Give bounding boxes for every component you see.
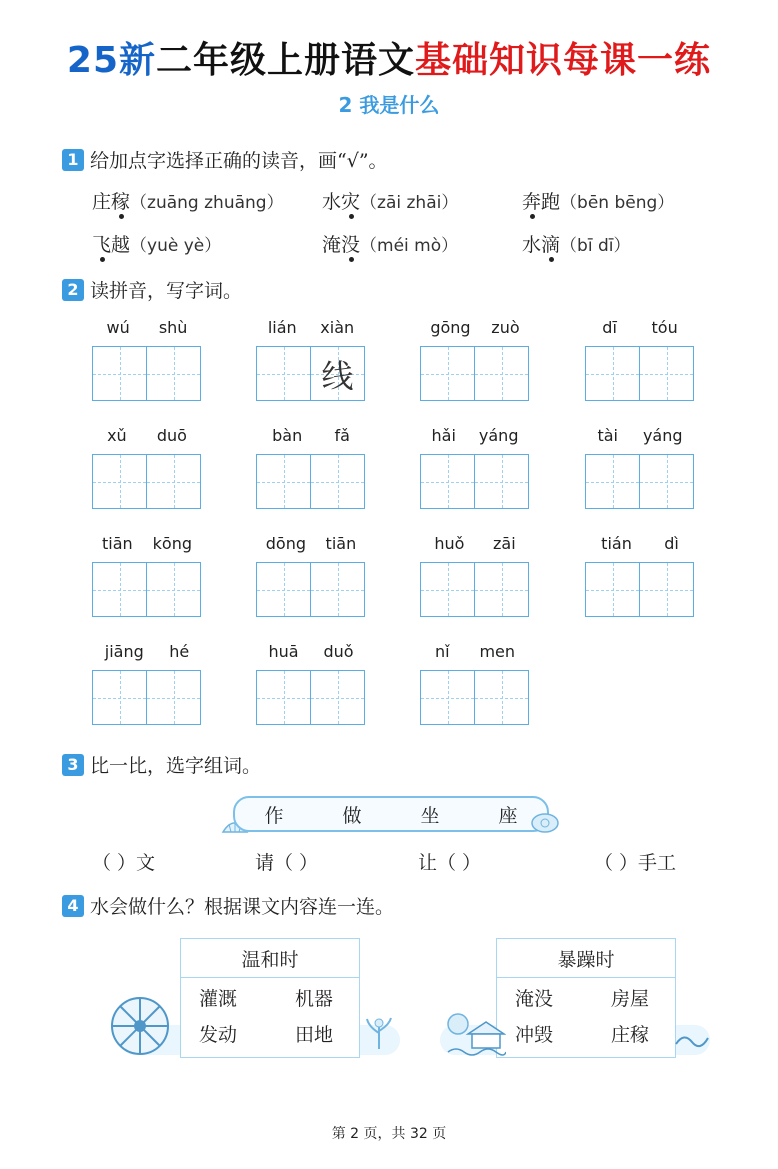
written-char: 线 — [321, 356, 354, 395]
tianzige-box[interactable] — [475, 454, 529, 509]
word-cell — [585, 534, 695, 617]
tianzige-box[interactable] — [475, 670, 529, 725]
word-cell — [92, 318, 202, 401]
question-number: 4 — [62, 895, 84, 917]
pinyin-choice-item[interactable] — [522, 187, 674, 214]
question-number: 1 — [62, 149, 84, 171]
written-char — [257, 455, 310, 508]
tianzige-box[interactable] — [475, 562, 529, 617]
pinyin-syllable: xǔ — [107, 426, 127, 445]
written-char — [586, 563, 639, 616]
word-cell — [256, 426, 366, 509]
tianzige-box[interactable] — [640, 346, 694, 401]
written-char — [147, 347, 200, 400]
pinyin-label — [420, 642, 530, 664]
pinyin-syllable: zāi — [493, 534, 516, 553]
word-cell — [256, 534, 366, 617]
word-char: 跑 — [541, 191, 561, 213]
pinyin-syllable: hé — [169, 642, 190, 661]
pinyin-syllable: hǎi — [431, 426, 456, 445]
pinyin-syllable: dōng — [265, 534, 307, 553]
question-prompt: 读拼音，写字词。 — [90, 280, 243, 302]
match-word[interactable]: 发动 — [199, 1024, 238, 1046]
pinyin-syllable: shù — [158, 318, 188, 337]
pinyin-syllable: zuò — [491, 318, 520, 337]
word-char: 没 — [341, 234, 361, 256]
written-char — [640, 563, 693, 616]
written-char — [311, 455, 364, 508]
title-part-2: 二年级上册语文 — [156, 40, 416, 81]
tianzige-box[interactable] — [256, 346, 311, 401]
question-2 — [62, 276, 242, 303]
tianzige-box[interactable] — [92, 562, 147, 617]
pinyin-label — [256, 426, 366, 448]
pinyin-syllable: dī — [602, 318, 617, 337]
card-heading: 暴躁时 — [497, 939, 675, 978]
pinyin-syllable: yáng — [478, 426, 519, 445]
tianzige-box[interactable] — [92, 670, 147, 725]
match-word[interactable]: 庄稼 — [611, 1024, 650, 1046]
pinyin-options[interactable]: （méi mò） — [360, 236, 459, 256]
written-char — [147, 455, 200, 508]
tianzige-box[interactable] — [147, 562, 201, 617]
written-char — [311, 671, 364, 724]
pinyin-syllable: men — [479, 642, 516, 661]
plant-icon — [362, 1015, 396, 1051]
waterwheel-icon — [104, 990, 176, 1062]
match-word[interactable]: 淹没 — [515, 988, 554, 1010]
tianzige-box[interactable] — [92, 346, 147, 401]
pinyin-syllable: lián — [267, 318, 297, 337]
pinyin-options[interactable]: （yuè yè） — [130, 236, 222, 256]
pinyin-syllable: huā — [268, 642, 299, 661]
tianzige-box[interactable] — [640, 562, 694, 617]
house-flood-icon — [446, 1008, 506, 1056]
tianzige-box[interactable] — [311, 454, 365, 509]
page-number: 第 2 页，共 32 页 — [331, 1126, 447, 1142]
tianzige-box[interactable] — [420, 346, 475, 401]
tianzige-box[interactable] — [256, 562, 311, 617]
pinyin-choice-item[interactable] — [322, 187, 458, 214]
word-char: 稼 — [111, 191, 131, 213]
pinyin-syllable: duō — [156, 426, 187, 445]
question-prompt: 水会做什么？根据课文内容连一连。 — [90, 896, 395, 918]
pinyin-label — [420, 426, 530, 448]
pinyin-label — [585, 426, 695, 448]
tianzige-box[interactable] — [420, 670, 475, 725]
match-word[interactable]: 田地 — [295, 1024, 334, 1046]
pinyin-syllable: fǎ — [334, 426, 350, 445]
word-cell — [585, 318, 695, 401]
tianzige-box[interactable] — [147, 346, 201, 401]
written-char — [586, 347, 639, 400]
written-char — [147, 671, 200, 724]
word-char: 水 — [522, 234, 542, 256]
pinyin-label — [92, 642, 202, 664]
question-1 — [62, 146, 388, 173]
pinyin-syllable: bàn — [272, 426, 303, 445]
word-char: 飞 — [92, 234, 112, 256]
pinyin-options[interactable]: （zuāng zhuāng） — [130, 193, 284, 213]
pinyin-syllable: tián — [601, 534, 632, 553]
written-char — [421, 563, 474, 616]
written-char — [475, 455, 528, 508]
pinyin-choice-item[interactable] — [322, 230, 458, 257]
title-part-3: 基础知识每课一练 — [415, 40, 712, 81]
word-cell — [92, 534, 202, 617]
written-char — [475, 347, 528, 400]
written-char — [421, 455, 474, 508]
tianzige-box[interactable] — [420, 562, 475, 617]
word-cell — [256, 642, 366, 725]
pinyin-syllable: wú — [106, 318, 130, 337]
question-prompt: 比一比，选字组词。 — [90, 755, 262, 777]
written-char — [93, 563, 146, 616]
written-char — [257, 671, 310, 724]
written-char — [93, 347, 146, 400]
tianzige-box[interactable] — [311, 670, 365, 725]
written-char — [257, 563, 310, 616]
lesson-title: 2 我是什么 — [338, 93, 440, 117]
written-char — [421, 347, 474, 400]
pinyin-label — [256, 318, 366, 340]
pinyin-options[interactable]: （bī dī） — [560, 236, 631, 256]
question-prompt: 给加点字选择正确的读音，画“√”。 — [90, 150, 388, 172]
question-3 — [62, 751, 261, 778]
pinyin-label — [585, 318, 695, 340]
word-char: 水 — [322, 191, 342, 213]
tianzige-box[interactable] — [147, 670, 201, 725]
pinyin-choice-item[interactable] — [92, 187, 284, 214]
match-word[interactable]: 灌溉 — [199, 988, 238, 1010]
match-word[interactable]: 机器 — [295, 988, 334, 1010]
written-char — [475, 671, 528, 724]
written-char — [586, 455, 639, 508]
word-char: 奔 — [522, 191, 542, 213]
question-4 — [62, 892, 394, 919]
tianzige-box[interactable] — [420, 454, 475, 509]
written-char — [475, 563, 528, 616]
written-char — [93, 671, 146, 724]
pinyin-label — [92, 534, 202, 556]
word-cell — [92, 642, 202, 725]
card-heading: 温和时 — [181, 939, 359, 978]
match-word[interactable]: 冲毁 — [515, 1024, 554, 1046]
blank-2[interactable]: 请（ ） — [255, 852, 319, 874]
word-char: 灾 — [341, 191, 361, 213]
tianzige-box[interactable] — [256, 454, 311, 509]
written-char — [93, 455, 146, 508]
word-cell — [256, 318, 366, 401]
word-cell — [420, 426, 530, 509]
option-char: 座 — [498, 804, 518, 827]
tianzige-box[interactable] — [585, 346, 640, 401]
card-gentle — [180, 938, 360, 1058]
written-char — [421, 671, 474, 724]
char-options-banner — [233, 796, 549, 832]
written-char — [640, 347, 693, 400]
pinyin-syllable: tài — [597, 426, 618, 445]
word-char: 庄 — [92, 191, 112, 213]
tianzige-box[interactable] — [640, 454, 694, 509]
option-char: 坐 — [420, 804, 440, 827]
word-cell — [420, 534, 530, 617]
tianzige-box[interactable] — [585, 562, 640, 617]
pinyin-syllable: yáng — [642, 426, 683, 445]
blank-4[interactable]: （ ）手工 — [594, 852, 677, 874]
written-char — [311, 563, 364, 616]
tianzige-box[interactable] — [311, 346, 365, 401]
tianzige-box[interactable] — [256, 670, 311, 725]
pinyin-label — [256, 534, 366, 556]
title-part-1: 25新 — [66, 40, 157, 81]
page-title — [0, 32, 778, 83]
pinyin-syllable: xiàn — [320, 318, 355, 337]
written-char — [147, 563, 200, 616]
tianzige-box[interactable] — [147, 454, 201, 509]
pinyin-syllable: kōng — [152, 534, 192, 553]
pinyin-label — [420, 534, 530, 556]
pinyin-syllable: tóu — [651, 318, 678, 337]
blank-1[interactable]: （ ）文 — [92, 852, 156, 874]
tianzige-box[interactable] — [475, 346, 529, 401]
pinyin-label — [92, 318, 202, 340]
pinyin-label — [92, 426, 202, 448]
option-char: 做 — [342, 804, 362, 827]
pinyin-syllable: tiān — [325, 534, 357, 553]
tianzige-box[interactable] — [311, 562, 365, 617]
pinyin-options[interactable]: （zāi zhāi） — [360, 193, 459, 213]
word-cell — [420, 642, 530, 725]
pinyin-syllable: jiāng — [104, 642, 144, 661]
pinyin-choice-item[interactable] — [92, 230, 221, 257]
option-char: 作 — [264, 804, 284, 827]
match-word[interactable]: 房屋 — [611, 988, 650, 1010]
pinyin-label — [420, 318, 530, 340]
pinyin-label — [585, 534, 695, 556]
pinyin-choice-item[interactable] — [522, 230, 630, 257]
tianzige-box[interactable] — [585, 454, 640, 509]
pinyin-syllable: huǒ — [434, 534, 465, 553]
question-number: 2 — [62, 279, 84, 301]
word-char: 滴 — [541, 234, 561, 256]
pinyin-syllable: duǒ — [323, 642, 354, 661]
written-char — [257, 347, 310, 400]
word-cell — [92, 426, 202, 509]
word-char: 越 — [111, 234, 131, 256]
word-cell — [585, 426, 695, 509]
word-cell — [420, 318, 530, 401]
pinyin-syllable: gōng — [430, 318, 471, 337]
pinyin-options[interactable]: （bēn bēng） — [560, 193, 675, 213]
blank-3[interactable]: 让（ ） — [418, 852, 482, 874]
snail-icon — [527, 808, 563, 834]
word-char: 淹 — [322, 234, 342, 256]
pinyin-syllable: dì — [664, 534, 679, 553]
question-number: 3 — [62, 754, 84, 776]
pinyin-syllable: nǐ — [434, 642, 450, 661]
pinyin-syllable: tiān — [101, 534, 133, 553]
pinyin-label — [256, 642, 366, 664]
wave-icon — [674, 1028, 714, 1052]
written-char — [640, 455, 693, 508]
tianzige-box[interactable] — [92, 454, 147, 509]
card-violent — [496, 938, 676, 1058]
